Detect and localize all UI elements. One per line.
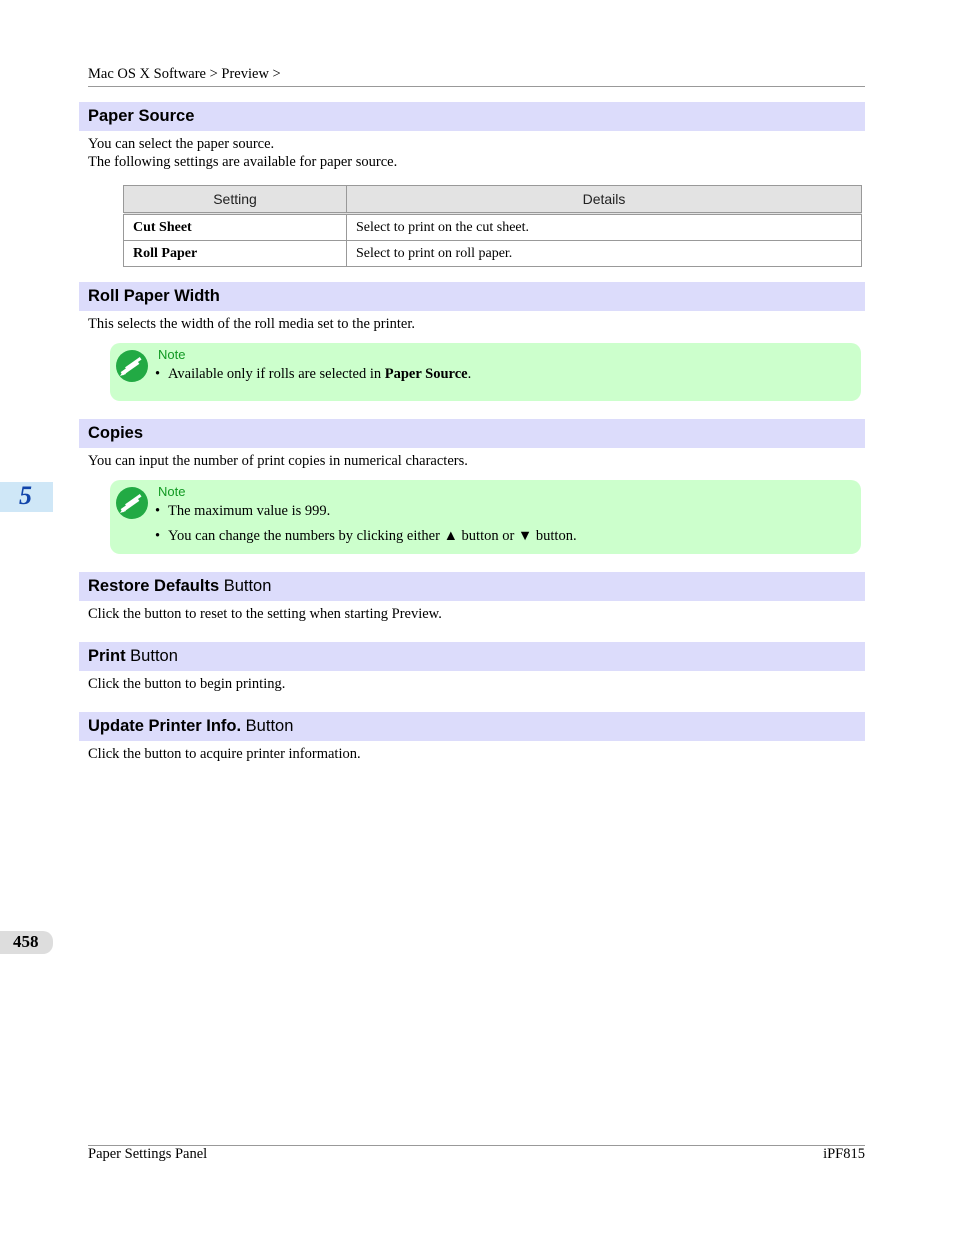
section-title-rest: Button [241,717,294,735]
section-heading-copies [79,419,865,448]
note-item-text: The maximum value is 999. [168,503,331,519]
print-text: Click the button to begin printing. [88,676,286,692]
section-title: Roll Paper Width [88,287,220,305]
table-row [124,214,862,241]
section-title-rest: Button [219,577,272,595]
note-item-text: Available only if rolls are selected in [168,366,385,382]
note-label: Note [158,484,186,499]
note-item-bold: Paper Source [384,366,468,382]
note-item-suffix: . [467,366,472,382]
table-header-setting: Setting [124,186,347,214]
note-box-roll-width [110,343,861,401]
footer-title: Paper Settings Panel [88,1146,208,1162]
note-item-text: You can change the numbers by clicking either ▲ button or ▼ button. [168,528,577,544]
paper-source-text-1: You can select the paper source. [88,136,275,152]
section-heading-roll-paper-width [79,282,865,311]
page-number: 458 [13,932,39,951]
header-rule [88,86,865,87]
note-item: • You can change the numbers by clicking either ▲ button or ▼ button. [155,528,577,544]
section-heading-update-printer-info [79,712,865,741]
copies-text: You can input the number of print copies in numerical characters. [88,453,468,469]
pencil-note-icon [116,487,148,519]
section-heading-paper-source [79,102,865,131]
note-box-copies [110,480,861,554]
section-title-bold: Restore Defaults [88,577,220,595]
table-row [124,241,862,267]
section-title-rest: Button [125,647,178,665]
roll-width-text: This selects the width of the roll media set to the printer. [88,316,415,332]
section-title-bold: Print [88,647,126,665]
section-title: Copies [88,424,144,442]
paper-source-table [123,185,862,267]
update-text: Click the button to acquire printer information. [88,746,361,762]
table-cell-setting: Roll Paper [124,241,347,267]
note-item: • The maximum value is 999. [155,503,331,519]
paper-source-text-2: The following settings are available for paper source. [88,154,398,170]
chapter-number: 5 [19,481,32,510]
pencil-note-icon [116,350,148,382]
chapter-tab [0,482,53,512]
section-heading-restore-defaults [79,572,865,601]
section-title-bold: Update Printer Info. [88,717,242,735]
note-label: Note [158,347,186,362]
table-cell-details: Select to print on roll paper. [347,241,862,267]
table-cell-setting: Cut Sheet [124,214,347,241]
page-number-tab [0,931,53,954]
restore-text: Click the button to reset to the setting when starting Preview. [88,606,442,622]
table-cell-details: Select to print on the cut sheet. [347,214,862,241]
section-title: Paper Source [88,107,195,125]
note-item: • Available only if rolls are selected in Paper Source. [155,366,472,382]
breadcrumb: Mac OS X Software > Preview > [88,66,281,82]
table-header-details: Details [347,186,862,214]
section-heading-print [79,642,865,671]
footer-model: iPF815 [823,1146,865,1162]
